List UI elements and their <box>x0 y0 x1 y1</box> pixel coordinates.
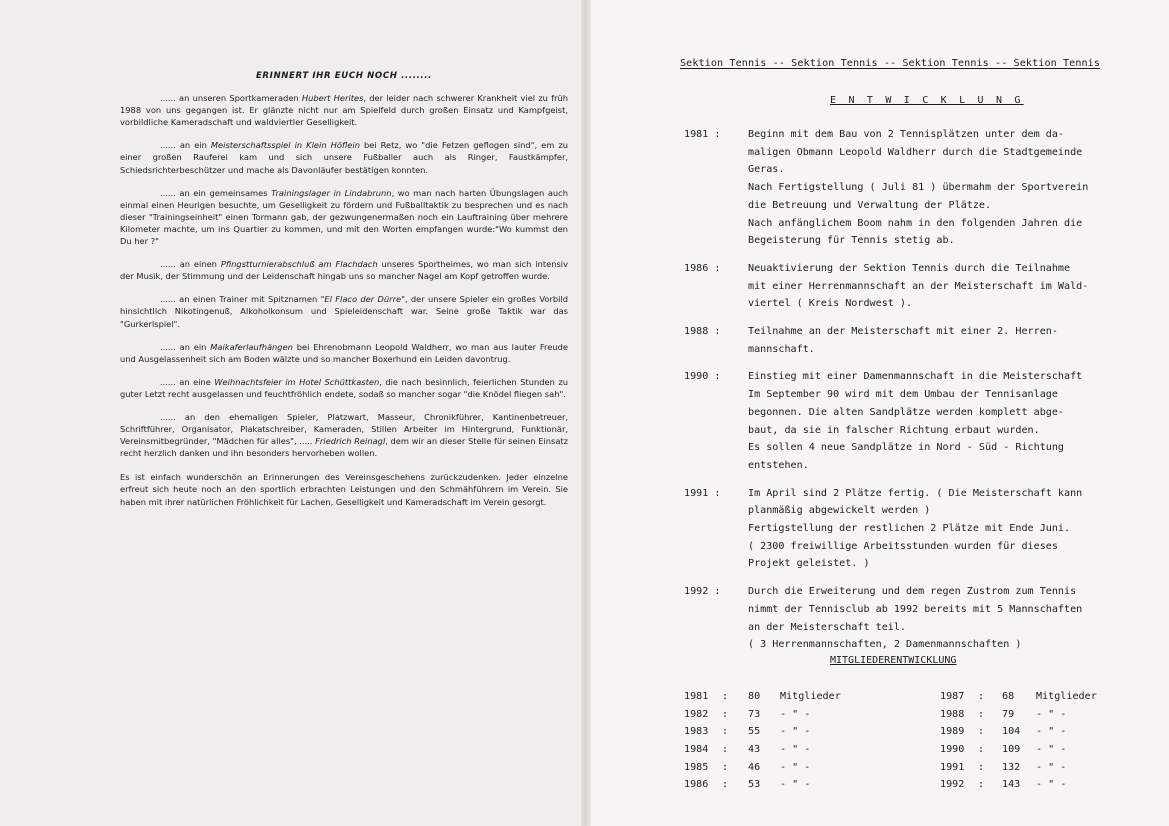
timeline-year: 1992 : <box>684 586 721 598</box>
timeline-line: mannschaft. <box>748 343 815 355</box>
paragraph-emphasis: Hubert Herites <box>301 93 364 104</box>
paragraph-lead: ...... an eine <box>160 376 215 387</box>
left-page-content <box>120 70 568 508</box>
members-colon: : <box>978 691 985 702</box>
memory-paragraph <box>120 139 568 175</box>
members-unit: - " - <box>780 744 811 756</box>
timeline-line: begonnen. Die alten Sandplätze werden komplett abge- <box>748 406 1065 418</box>
paragraph-lead: ...... an einen Trainer mit Spitznamen <box>160 294 321 305</box>
members-colon: : <box>722 779 729 791</box>
timeline-year: 1986 : <box>684 262 721 274</box>
timeline-line: Geras. <box>748 164 785 176</box>
members-unit: Mitglieder <box>1036 691 1097 702</box>
timeline-line: Einstieg mit einer Damenmannschaft in die Meisterschaft <box>748 371 1083 383</box>
paragraph-emphasis: Maikaferlaufhängen <box>210 341 293 352</box>
members-colon: : <box>722 744 729 756</box>
members-year: 1982 <box>684 708 709 720</box>
timeline-line: mit einer Herrenmannschaft an der Meisterschaft im Wald- <box>748 280 1089 292</box>
timeline-year: 1988 : <box>684 326 721 338</box>
timeline-line: Durch die Erweiterung und dem regen Zustrom zum Tennis <box>748 586 1077 598</box>
members-year: 1983 <box>684 726 709 738</box>
timeline-line: ( 3 Herrenmannschaften, 2 Damenmannschaften ) <box>748 639 1022 651</box>
members-year: 1987 <box>940 691 965 702</box>
timeline-line: an der Meisterschaft teil. <box>748 621 907 633</box>
timeline-year: 1990 : <box>684 371 721 383</box>
timeline-line: maligen Obmann Leopold Waldherr durch die Stadtgemeinde <box>748 146 1083 158</box>
timeline-entry <box>684 323 1144 358</box>
memory-paragraph <box>120 376 568 400</box>
members-unit: Mitglieder <box>780 691 841 702</box>
members-colon: : <box>978 726 985 738</box>
timeline-entry <box>684 368 1144 474</box>
timeline-line: planmäßig abgewickelt werden ) <box>748 505 931 517</box>
timeline-line: Im September 90 wird mit dem Umbau der Tennisanlage <box>748 389 1058 401</box>
members-year: 1990 <box>940 744 965 756</box>
paragraph-emphasis: Trainingslager in Lindabrunn <box>271 187 392 198</box>
timeline-line: Es sollen 4 neue Sandplätze in Nord - Süd - Richtung <box>748 442 1065 454</box>
closing-paragraph: Es ist einfach wunderschön an Erinnerungen des Vereinsgeschehens zurückzudenken. Jeder einzelne erfreut sich heute noch an den sportlich erbrachten Leistungen und den Schmähführern im Verein. Sie haben mit ihrer natürlichen Fröhlichkeit für Lachen, Geselligkeit und Kameradschaft im Verein gesorgt. <box>120 472 568 507</box>
members-unit: - " - <box>1036 761 1067 773</box>
members-unit: - " - <box>1036 708 1067 720</box>
left-page-heading: ERINNERT IHR EUCH NOCH ........ <box>255 71 433 81</box>
development-timeline <box>684 126 1144 664</box>
memory-paragraph <box>120 258 568 282</box>
timeline-line: baut, da sie in falscher Richtung erbaut wurden. <box>748 424 1040 436</box>
paragraph-lead: ...... an ein <box>160 140 211 151</box>
paragraph-text: , der unsere Spieler ein großes Vorbild hinsichtlich Nikotingenuß, Alkoholkonsum und Spieleidenschaft war. Seine große Taktik war das "Gurkerlspiel". <box>120 294 569 329</box>
timeline-line: die Betreuung und Verwaltung der Plätze. <box>748 199 992 211</box>
timeline-year: 1991 : <box>684 487 721 499</box>
paragraph-lead: ...... an unseren Sportkameraden <box>160 93 302 104</box>
timeline-line: Nach Fertigstellung ( Juli 81 ) übermahm der Sportverein <box>748 182 1089 194</box>
timeline-entry <box>684 126 1144 250</box>
paragraph-emphasis: Meisterschaftsspiel in Klein Höflein <box>210 140 360 151</box>
section-title <box>830 95 1024 106</box>
paragraph-lead: ...... an einen <box>160 259 221 270</box>
paragraph-text: , wo man nach harten Übungslagen auch einmal einen Heurigen besuchte, um Geselligkeit zu fördern und Fußballtaktik zu besprechen und es nach dieser "Trainingseinheit" einen Tormann gab, der gezwungenermaßen noch ein Lauftraining über mehrere Kilometer machte, um ins Quartier zu kommen, und mit den Worten empfangen wurde:"Wo kummst den Du her ?" <box>120 187 568 247</box>
members-year: 1986 <box>684 779 709 791</box>
memory-paragraph <box>120 187 568 247</box>
timeline-year: 1981 : <box>684 129 721 140</box>
members-colon: : <box>722 726 729 738</box>
members-year: 1991 <box>940 761 965 773</box>
members-count: 53 <box>748 779 761 791</box>
timeline-line: Projekt geleistet. ) <box>748 558 870 570</box>
timeline-entry <box>684 485 1144 574</box>
paragraph-text: unseres Sportheimes, wo man sich intensiv der Musik, der Stimmung und der Leidenschaft hingab uns so mancher Nagel am Kopf getroffen wurde. <box>120 259 568 282</box>
paragraph-text: , der leider nach schwerer Krankheit viel zu früh 1988 von uns gegangen ist. Er glänzte nicht nur am Spielfeld durch großen Einsatz und Kampfgeist, vorbildliche Kameradschaft und waldviertler Geselligkeit. <box>120 93 568 128</box>
members-unit: - " - <box>780 761 811 773</box>
members-unit: - " - <box>780 779 811 791</box>
timeline-line: entstehen. <box>748 459 809 471</box>
members-count: 132 <box>1002 761 1021 773</box>
timeline-line: Neuaktivierung der Sektion Tennis durch die Teilnahme <box>748 262 1071 274</box>
members-year: 1984 <box>684 744 709 756</box>
timeline-line: ( 2300 freiwillige Arbeitsstunden wurden für dieses <box>748 540 1058 552</box>
memory-paragraphs <box>120 92 568 459</box>
paragraph-text: , dem wir an dieser Stelle für seinen Einsatz recht herzlich danken und ihn besonders hervorheben wollen. <box>120 436 569 459</box>
book-gutter <box>581 0 591 826</box>
members-unit: - " - <box>780 726 811 738</box>
timeline-line: Beginn mit dem Bau von 2 Tennisplätzen unter dem da- <box>748 129 1065 140</box>
members-count: 43 <box>748 744 761 756</box>
running-header: Sektion Tennis -- Sektion Tennis -- Sektion Tennis -- Sektion Tennis <box>680 58 1101 69</box>
members-count: 73 <box>748 708 761 720</box>
members-count: 109 <box>1002 744 1021 756</box>
memory-paragraph <box>120 92 568 128</box>
memory-paragraph <box>120 411 568 459</box>
members-year: 1981 <box>684 691 709 702</box>
timeline-entry <box>684 583 1144 654</box>
members-colon: : <box>722 691 729 702</box>
members-unit: - " - <box>1036 726 1067 738</box>
memory-paragraph <box>120 341 568 365</box>
paragraph-lead: ...... an ein gemeinsames <box>160 187 272 198</box>
members-colon: : <box>978 761 985 773</box>
members-colon: : <box>978 779 985 791</box>
paragraph-text: , die nach besinnlich, feierlichen Stunden zu guter Letzt recht ausgelassen und feuchtfröhlich endete, sodaß so mancher sogar "die Knödel fliegen sah". <box>120 376 568 399</box>
timeline-line: Im April sind 2 Plätze fertig. ( Die Meisterschaft kann <box>748 487 1083 499</box>
members-year: 1985 <box>684 761 709 773</box>
members-count: 46 <box>748 761 761 773</box>
paragraph-lead: ...... an ein <box>160 341 211 352</box>
members-unit: - " - <box>1036 779 1067 791</box>
memory-paragraph <box>120 293 568 329</box>
timeline-line: nimmt der Tennisclub ab 1992 bereits mit 5 Mannschaften <box>748 603 1083 615</box>
timeline-line: Fertigstellung der restlichen 2 Plätze mit Ende Juni. <box>748 523 1071 535</box>
members-count: 104 <box>1002 726 1021 738</box>
paragraph-text: bei Ehrenobmann Leopold Waldherr, wo man aus lauter Freude und Ausgelassenheit sich am Boden wälzte und so mancher Boxerhund ein Leiden davontrug. <box>120 341 569 364</box>
members-count: 79 <box>1002 708 1015 720</box>
members-count: 68 <box>1002 691 1015 702</box>
paragraph-emphasis: Weihnachtsfeier im Hotel Schüttkasten <box>214 376 380 387</box>
members-colon: : <box>722 761 729 773</box>
paragraph-emphasis: Friedrich Reinagl <box>315 436 386 447</box>
paragraph-emphasis: "El Flaco der Dürre" <box>320 294 405 305</box>
members-count: 143 <box>1002 779 1021 791</box>
paragraph-emphasis: Pfingstturnierabschluß am Flachdach <box>220 259 378 270</box>
paragraph-lead: ...... an den ehemaligen Spieler, Platzwart, Masseur, Chronikführer, Kantinenbetreuer, Schriftführer, Organisator, Plakatschreiber, Kameraden, Stillen Arbeiter im Hintergrund, Funktionär, Vereinsmitbegründer, "Mädchen für alles", ..... <box>120 411 568 447</box>
timeline-line: viertel ( Kreis Nordwest ). <box>748 298 913 310</box>
members-count: 55 <box>748 726 761 738</box>
members-colon: : <box>722 708 729 720</box>
members-unit: - " - <box>780 708 811 720</box>
members-title: MITGLIEDERENTWICKLUNG <box>830 655 957 666</box>
members-colon: : <box>978 708 985 720</box>
members-year: 1989 <box>940 726 965 738</box>
paragraph-text: bei Retz, wo "die Fetzen geflogen sind", em zu einer großen Rauferei kam und sich unsere Fußballer auch als Ringer, Faustkämpfer, Schiedsrichterbeschützer und mache als Davonläufer bestätigen konnten. <box>120 140 568 175</box>
members-count: 80 <box>748 691 761 702</box>
members-year: 1988 <box>940 708 965 720</box>
timeline-line: Begeisterung für Tennis stetig ab. <box>748 235 955 247</box>
timeline-line: Teilnahme an der Meisterschaft mit einer 2. Herren- <box>748 326 1058 338</box>
members-colon: : <box>978 744 985 756</box>
section-title-text: E N T W I C K L U N G <box>830 95 1024 106</box>
members-unit: - " - <box>1036 744 1067 756</box>
timeline-line: Nach anfänglichem Boom nahm in den folgenden Jahren die <box>748 217 1083 229</box>
timeline-entry <box>684 260 1144 313</box>
members-year: 1992 <box>940 779 965 791</box>
